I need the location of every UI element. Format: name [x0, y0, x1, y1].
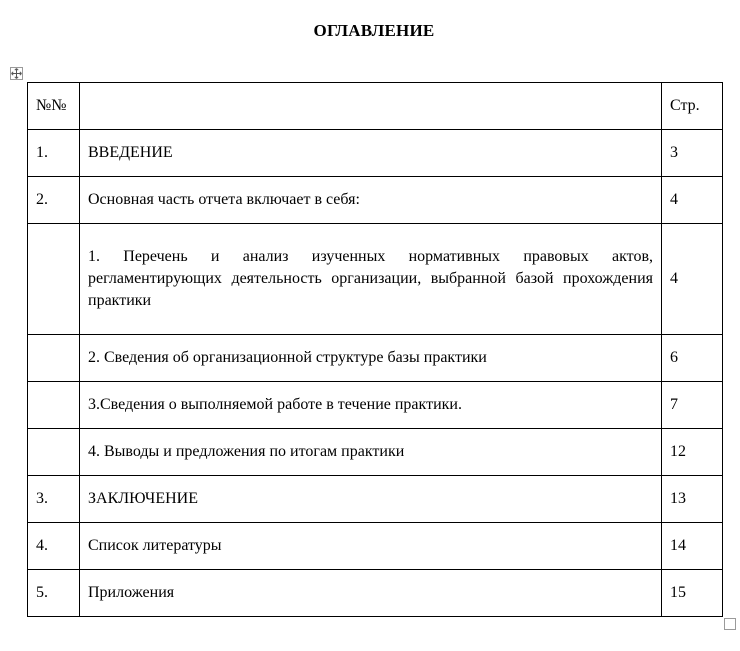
- row-page-cell: 3: [662, 130, 723, 177]
- row-num-cell: [28, 224, 80, 335]
- row-name-cell: Приложения: [80, 570, 662, 617]
- row-page-cell: 15: [662, 570, 723, 617]
- table-row: [28, 429, 723, 476]
- row-num-cell: [28, 335, 80, 382]
- row-page-cell: 12: [662, 429, 723, 476]
- table-row: [28, 476, 723, 523]
- row-page-cell: 7: [662, 382, 723, 429]
- row-name-cell: 3.Сведения о выполняемой работе в течение практики.: [80, 382, 662, 429]
- row-num-cell: [28, 382, 80, 429]
- table-row: [28, 177, 723, 224]
- table-row: [28, 382, 723, 429]
- header-name-cell: [80, 83, 662, 130]
- row-page-cell: 14: [662, 523, 723, 570]
- header-num-cell: №№: [28, 83, 80, 130]
- table-move-icon[interactable]: [10, 67, 23, 80]
- row-page-cell: 13: [662, 476, 723, 523]
- row-name-cell: 2. Сведения об организационной структуре базы практики: [80, 335, 662, 382]
- row-num-cell: 1.: [28, 130, 80, 177]
- table-row: [28, 224, 723, 335]
- row-num-cell: 4.: [28, 523, 80, 570]
- row-num-cell: 2.: [28, 177, 80, 224]
- row-page-cell: 6: [662, 335, 723, 382]
- table-row: [28, 130, 723, 177]
- table-row: [28, 335, 723, 382]
- header-page-cell: Стр.: [662, 83, 723, 130]
- row-num-cell: 5.: [28, 570, 80, 617]
- row-name-cell: 1. Перечень и анализ изученных нормативных правовых актов, регламентирующих деятельность организации, выбранной базой прохождения практики: [80, 224, 662, 335]
- toc-table: [27, 82, 723, 617]
- row-name-cell: ЗАКЛЮЧЕНИЕ: [80, 476, 662, 523]
- row-page-cell: 4: [662, 224, 723, 335]
- row-name-cell: 4. Выводы и предложения по итогам практики: [80, 429, 662, 476]
- row-num-cell: [28, 429, 80, 476]
- table-resize-icon[interactable]: [724, 618, 736, 630]
- table-row: [28, 523, 723, 570]
- row-name-cell: ВВЕДЕНИЕ: [80, 130, 662, 177]
- row-page-cell: 4: [662, 177, 723, 224]
- row-name-cell: Список литературы: [80, 523, 662, 570]
- row-name-cell: Основная часть отчета включает в себя:: [80, 177, 662, 224]
- table-row: [28, 570, 723, 617]
- table-header-row: [28, 83, 723, 130]
- row-num-cell: 3.: [28, 476, 80, 523]
- document-title: ОГЛАВЛЕНИЕ: [313, 21, 435, 40]
